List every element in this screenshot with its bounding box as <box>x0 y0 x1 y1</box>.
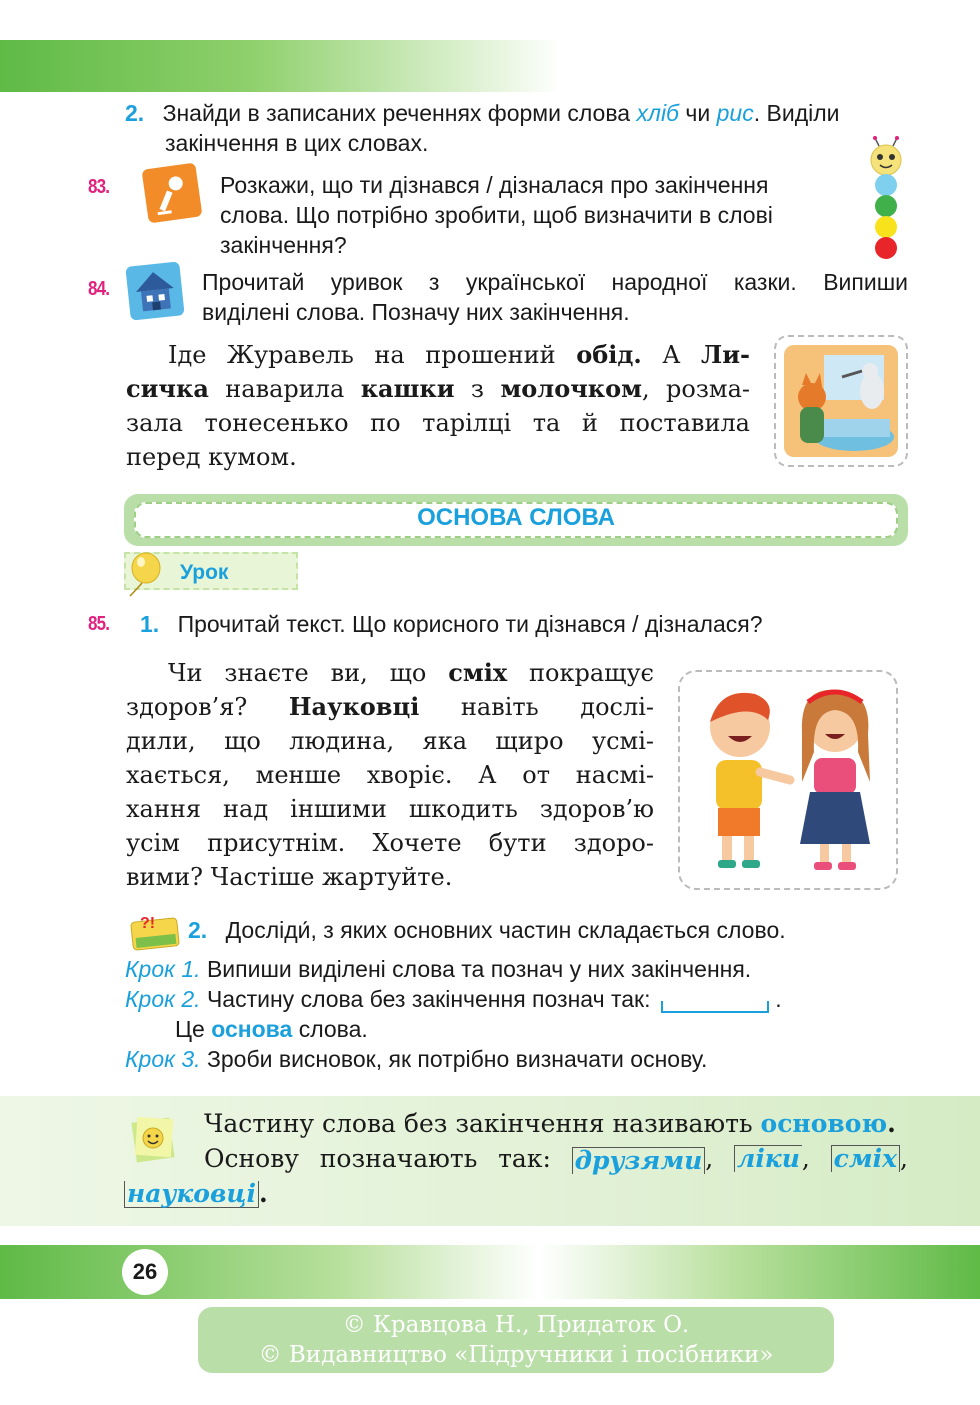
exercise-85-task-1 <box>140 609 900 639</box>
tale-bold-word: обід. <box>576 340 642 369</box>
exercise-84-line: Прочитай уривок з української народної казки. Випиши <box>202 269 908 295</box>
exercise-83-text <box>220 170 860 260</box>
step-text: Випиши виділені слова та познач у них закінчення. <box>206 956 752 982</box>
step-text: Зроби висновок, як потрібно визначати основу. <box>206 1046 708 1072</box>
word-hlib: хліб <box>636 100 679 126</box>
reading-text: дили, що людина, яка щиро усмі- <box>126 727 654 755</box>
house-icon <box>125 261 184 320</box>
rule-text-part: . <box>887 1109 896 1138</box>
tale-text: перед кумом. <box>126 443 297 471</box>
caterpillar-icon <box>866 136 906 261</box>
rule-text-part: Основу позначають так: <box>204 1144 572 1173</box>
reading-text: вими? Частіше жартуйте. <box>126 863 453 891</box>
page-number-badge <box>122 1249 168 1295</box>
reading-text: навіть дослі- <box>419 693 655 721</box>
research-steps <box>125 954 905 1074</box>
step-label: Крок 3. <box>125 1046 201 1072</box>
step-text: Це <box>175 1016 212 1042</box>
step-1 <box>125 954 905 984</box>
section-title: ОСНОВА СЛОВА <box>417 504 615 531</box>
research-book-icon <box>128 906 182 952</box>
tale-bold-word: кашки <box>360 374 455 403</box>
exercise-number-83: 83. <box>88 176 110 198</box>
copyright-line-2: © Видавництво «Підручники і посібники» <box>258 1342 774 1368</box>
tale-bold-word: сичка <box>126 374 209 403</box>
task-number: 2. <box>125 100 145 126</box>
punctuation: , <box>705 1144 714 1173</box>
rule-text-part: Частину слова без закінчення називають <box>204 1109 761 1138</box>
exercise-number-84: 84. <box>88 278 110 300</box>
exercise-83-line: Розкажи, що ти дізнався / дізналася про закінчення <box>220 172 769 198</box>
tale-bold-word: Ли- <box>701 340 750 369</box>
task-2-top <box>125 98 915 158</box>
step-label: Крок 2. <box>125 986 201 1012</box>
reading-text: Чи знаєте ви, що <box>168 659 449 687</box>
exercise-83-line: слова. Що потрібно зробити, щоб визначити в слові <box>220 202 773 228</box>
task-number: 2. <box>188 917 208 943</box>
task-text: Знайди в записаних реченнях форми слова <box>162 100 637 126</box>
word-rys: рис <box>716 100 754 126</box>
step-2 <box>125 984 905 1014</box>
reading-bold-word: Науковці <box>288 692 420 721</box>
task-text: Прочитай текст. Що корисного ти дізнався / дізналася? <box>177 611 763 637</box>
step-3 <box>125 1044 905 1074</box>
microphone-icon <box>142 163 203 224</box>
tale-text: наварила <box>208 375 361 403</box>
tale-text: Іде Журавель на прошений <box>168 341 577 369</box>
reading-text: здоров’я? <box>126 693 289 721</box>
step-text: Частину слова без закінчення познач так: <box>206 986 651 1012</box>
svg-text:?!: ?! <box>140 915 156 932</box>
term-osnova: основа <box>211 1016 293 1042</box>
example-liky: ліки <box>734 1145 802 1172</box>
punctuation: , <box>900 1144 908 1173</box>
task-text: чи <box>679 100 717 126</box>
copyright-line-1: © Кравцова Н., Придаток О. <box>342 1312 690 1338</box>
task-text: . Виділи <box>753 100 840 126</box>
fox-and-crane-illustration <box>774 335 908 467</box>
exercise-number-85: 85. <box>88 613 110 635</box>
task-text: Дослiди́, з яких основних частин складається слово. <box>225 917 786 943</box>
term-osnovoyu: основою <box>760 1109 888 1138</box>
step-label: Крок 1. <box>125 956 201 982</box>
laughter-text <box>126 656 654 894</box>
example-naukovtsi: науковці <box>124 1181 259 1208</box>
page-number: 26 <box>132 1259 158 1284</box>
step-2-continuation <box>125 1014 905 1044</box>
reading-text: покращує <box>507 659 655 687</box>
reading-bold-word: сміх <box>448 658 508 687</box>
top-header-band <box>0 40 560 92</box>
section-title-banner <box>124 494 908 546</box>
exercise-84-text <box>202 267 908 327</box>
copyright-box <box>198 1307 834 1373</box>
lesson-label: Урок <box>180 561 229 584</box>
balloon-icon <box>124 550 164 598</box>
task-text: закінчення в цих словах. <box>165 130 429 156</box>
example-smikh: сміх <box>831 1145 900 1172</box>
punctuation: . <box>258 1179 268 1208</box>
reading-text: усім присутнім. Хочете бути здоро- <box>126 829 654 857</box>
reading-text: хання над іншими шкодить здоров’ю <box>126 795 654 823</box>
tale-text: зала тонесенько по тарілці та й поставила <box>126 409 750 437</box>
laughing-kids-illustration <box>678 670 898 890</box>
punctuation: , <box>801 1144 810 1173</box>
tale-text: А <box>641 341 702 369</box>
exercise-85-task-2 <box>188 915 908 945</box>
stem-mark-example <box>661 1001 769 1013</box>
tale-bold-word: молочком <box>500 374 642 403</box>
tale-text: з <box>454 375 501 403</box>
rule-text <box>124 1106 908 1211</box>
tale-text: , розма- <box>641 375 751 403</box>
step-text: слова. <box>292 1016 368 1042</box>
tale-excerpt <box>126 338 750 474</box>
reading-text: хається, менше хворіє. А от насмі- <box>126 761 654 789</box>
task-number: 1. <box>140 611 160 637</box>
example-druzyamy: друзями <box>572 1147 706 1174</box>
exercise-83-line: закінчення? <box>220 232 347 258</box>
step-text: . <box>775 986 782 1012</box>
exercise-84-line: виділені слова. Позначу них закінчення. <box>202 299 630 325</box>
